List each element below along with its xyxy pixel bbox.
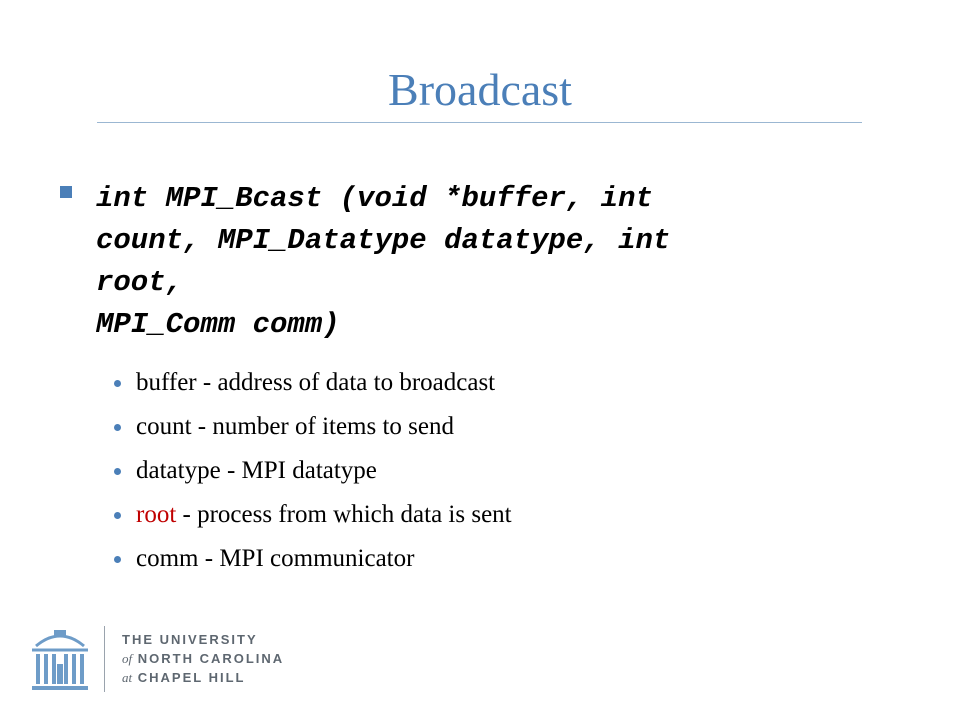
dot-bullet-icon — [114, 380, 121, 387]
old-well-icon — [30, 624, 90, 696]
param-item-comm — [114, 540, 512, 584]
dot-bullet-icon — [114, 424, 121, 431]
wordmark-line-3: at CHAPEL HILL — [122, 670, 246, 685]
dot-bullet-icon — [114, 468, 121, 475]
param-item-count — [114, 408, 512, 452]
square-bullet-icon — [60, 186, 72, 198]
param-description: - MPI datatype — [220, 457, 377, 484]
title-divider — [97, 122, 862, 123]
param-item-buffer — [114, 364, 512, 408]
param-name: buffer — [136, 369, 197, 396]
param-item-datatype — [114, 452, 512, 496]
param-name-highlighted: root — [136, 501, 177, 528]
university-logo — [30, 624, 300, 696]
signature-line: MPI_Comm comm) — [96, 308, 340, 341]
wordmark-line-2: of NORTH CAROLINA — [122, 651, 285, 666]
param-item-root — [114, 496, 512, 540]
signature-line: root, — [96, 266, 184, 299]
param-name: comm — [136, 545, 199, 572]
param-description: - process from which data is sent — [176, 501, 512, 528]
dot-bullet-icon — [114, 556, 121, 563]
param-name: datatype — [136, 457, 221, 484]
signature-line: int MPI_Bcast (void *buffer, int — [96, 182, 653, 215]
university-wordmark — [122, 630, 284, 687]
param-description: - number of items to send — [191, 413, 454, 440]
wordmark-line-1: THE UNIVERSITY — [122, 632, 258, 647]
function-signature — [96, 178, 886, 346]
signature-line: count, MPI_Datatype datatype, int — [96, 224, 671, 257]
slide-title: Broadcast — [388, 64, 572, 115]
parameter-list — [114, 364, 512, 584]
dot-bullet-icon — [114, 512, 121, 519]
param-description: - MPI communicator — [198, 545, 415, 572]
param-name: count — [136, 413, 192, 440]
logo-divider — [104, 626, 105, 692]
param-description: - address of data to broadcast — [196, 369, 496, 396]
